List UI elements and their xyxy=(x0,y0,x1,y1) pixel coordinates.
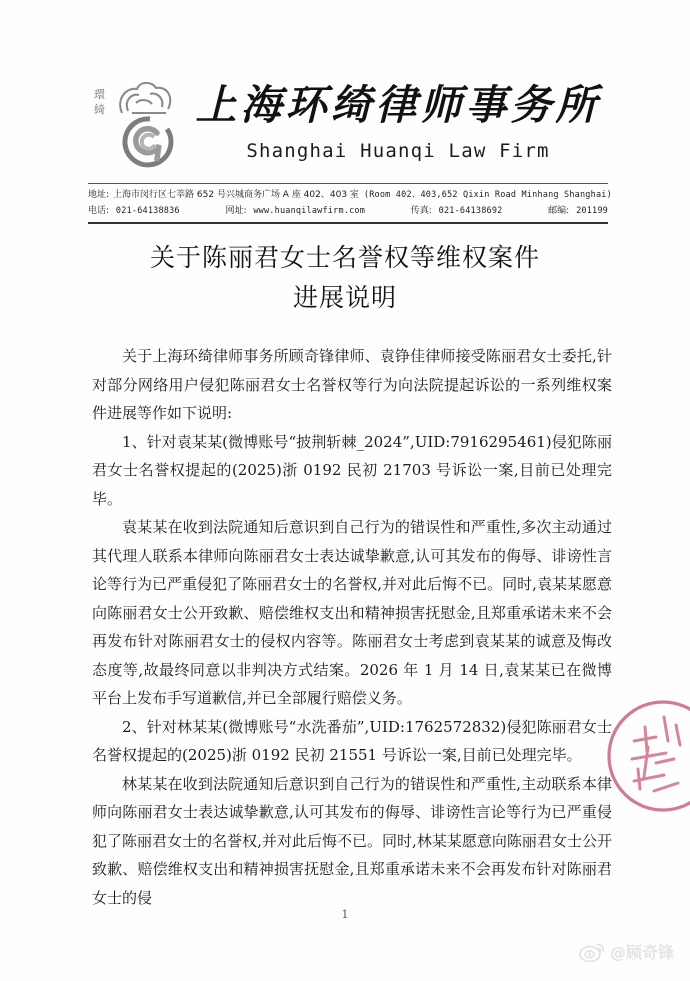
postcode-value: 201199 xyxy=(576,206,608,216)
contact-rule-top xyxy=(88,183,608,184)
firm-name-block xyxy=(196,82,601,161)
letterhead xyxy=(0,62,690,180)
phone-web-row xyxy=(88,203,608,219)
contact-block xyxy=(88,183,612,224)
page-title-line-1: 关于陈丽君女士名誉权等维权案件 xyxy=(149,243,540,272)
contact-rule-bottom xyxy=(88,222,608,224)
huanqi-swirl-logo-icon xyxy=(110,73,176,169)
fax-value: 021-64138692 xyxy=(438,206,503,216)
body-paragraph-item-1: 1、针对袁某某(微博账号“披荆斩棘_2024”,UID:7916295461)侵犯陈丽君女士名誉权提起的(2025)浙 0192 民初 21703 号诉讼一案,目前已处理完毕。 xyxy=(92,432,612,508)
body-paragraph-item-2: 2、针对林某某(微博账号“水洗番茄”,UID:1762572832)侵犯陈丽君女士名誉权提起的(2025)浙 0192 民初 21551 号诉讼一案,目前已处理完毕。 xyxy=(92,717,612,764)
postcode-label: 邮编: xyxy=(548,206,570,216)
body-paragraph-intro: 关于上海环绮律师事务所顾奇锋律师、袁铮佳律师接受陈丽君女士委托,针对部分网络用户侵犯陈丽君女士名誉权等行为向法院提起诉讼的一系列维权案件进展等作如下说明: xyxy=(92,347,612,422)
body-paragraph-item-2-detail: 林某某在收到法院通知后意识到自己行为的错误性和严重性,主动联系本律师向陈丽君女士表达诚挚歉意,认可其发布的侮辱、诽谤性言论等行为已严重侵犯了陈丽君女士的名誉权,并对此后悔不已。同时,林某某愿意向陈丽君女士公开致歉、赔偿维权支出和精神损害抚慰金,且郑重承诺未来不会再发布针对陈丽君女士的侵 xyxy=(92,774,612,907)
address-label: 地址: xyxy=(88,190,110,200)
phone-value: 021-64138836 xyxy=(115,206,180,216)
weibo-logo-icon xyxy=(579,942,605,962)
logo-seal-characters: 環綺 xyxy=(94,88,105,116)
website-label: 网址: xyxy=(225,206,247,216)
firm-logo xyxy=(90,71,178,171)
red-official-seal-icon xyxy=(604,697,690,815)
address-value-cn: 上海市闵行区七莘路 652 号兴城商务广场 A 座 402、403 室 xyxy=(113,190,359,200)
address-row xyxy=(88,187,612,203)
phone-label: 电话: xyxy=(88,206,110,216)
website-value[interactable]: www.huanqilawfirm.com xyxy=(253,206,366,216)
page-number: 1 xyxy=(341,908,349,921)
address-value-en: (Room 402、403,652 Qixin Road Minhang Shanghai) xyxy=(363,190,612,200)
page-title-line-2: 进展说明 xyxy=(292,283,397,312)
weibo-watermark xyxy=(579,940,674,963)
page-title xyxy=(60,238,630,318)
body-paragraph-item-1-detail: 袁某某在收到法院通知后意识到自己行为的错误性和严重性,多次主动通过其代理人联系本律师向陈丽君女士表达诚挚歉意,认可其发布的侮辱、诽谤性言论等行为已严重侵犯了陈丽君女士的名誉权,并对此后悔不已。同时,袁某某愿意向陈丽君女士公开致歉、赔偿维权支出和精神损害抚慰金,且郑重承诺未来不会再发布针对陈丽君女士的侵权内容等。陈丽君女士考虑到袁某某的诚意及悔改态度等,故最终同意以非判决方式结案。2026 年 1 月 14 日,袁某某已在微博平台上发布手写道歉信,并已全部履行赔偿义务。 xyxy=(92,518,612,707)
fax-label: 传真: xyxy=(410,206,432,216)
document-body xyxy=(92,342,612,912)
weibo-handle: @顾奇锋 xyxy=(609,943,674,962)
firm-name-chinese: 上海环绮律师事务所 xyxy=(195,81,601,130)
firm-name-english: Shanghai Huanqi Law Firm xyxy=(246,139,550,162)
